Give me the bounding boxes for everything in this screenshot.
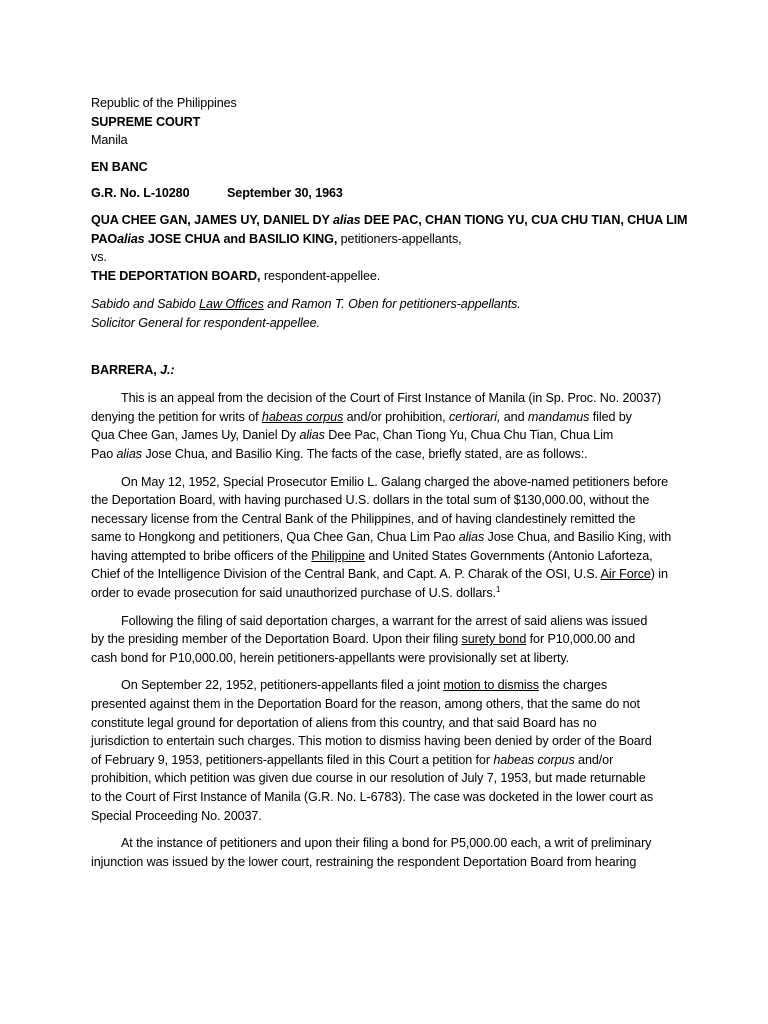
habeas-corpus-link[interactable]: habeas corpus [261, 409, 344, 424]
paragraph-line: injunction was issued by the lower court, restraining the respondent Deportation Board from hearing [91, 854, 637, 869]
paragraph-2 [91, 473, 698, 603]
law-offices-link[interactable]: Law Offices [199, 297, 264, 312]
text-run: and [500, 409, 528, 424]
text-run: Qua Chee Gan, James Uy, Daniel Dy [91, 428, 300, 443]
caption-text: DEE PAC, CHAN TIONG YU, CUA CHU TIAN, CHUA LIM [360, 212, 688, 227]
court-name: SUPREME COURT [91, 114, 201, 129]
alias-text: alias [117, 231, 145, 246]
caption-text: PAO [91, 231, 118, 246]
counsel-text: Sabido and Sabido [91, 297, 200, 312]
text-run: order to evade prosecution for said unauthorized purchase of U.S. dollars. [91, 586, 496, 601]
italic-term: mandamus [527, 409, 590, 424]
paragraph-line: to the Court of First Instance of Manila (G.R. No. L-6783). The case was docketed in the lower court as [91, 790, 654, 804]
counsel-line-1 [91, 295, 698, 314]
paragraph-line: necessary license from the Central Bank of the Philippines, and of having clandestinely remitted the [91, 511, 636, 526]
paragraph-line [91, 528, 698, 547]
division-label: EN BANC [91, 159, 148, 174]
paragraph-line: prohibition, which petition was given due course in our resolution of July 7, 1953, but made returnable [91, 771, 646, 786]
paragraph-line [91, 584, 698, 603]
paragraph-line: constitute legal ground for deportation of aliens from this country, and that said Board has no [91, 715, 597, 730]
paragraph-line: the Deportation Board, with having purchased U.S. dollars in the total sum of $130,000.00, without the [91, 493, 650, 508]
text-run: by the presiding member of the Deportation Board. Upon their filing [91, 632, 462, 647]
paragraph-line: presented against them in the Deportation Board for the reason, among others, that the same do not [91, 697, 640, 712]
country-line: Republic of the Philippines [91, 96, 237, 110]
text-run: for P10,000.00 and [526, 632, 635, 647]
counsel-text: and Ramon T. Oben for petitioners-appellants. [263, 297, 521, 312]
paragraph-line [91, 565, 698, 584]
text-run: Jose Chua, and Basilio King. The facts of the case, briefly stated, are as follows:. [141, 446, 588, 461]
text-run: filed by [589, 409, 632, 424]
party-role: respondent-appellee. [260, 268, 381, 283]
decision-date: September 30, 1963 [227, 186, 343, 201]
philippine-link[interactable]: Philippine [311, 548, 365, 563]
alias-text: alias [333, 212, 361, 227]
text-run: having attempted to bribe officers of the [91, 548, 312, 563]
italic-term: certiorari, [448, 409, 501, 424]
text-run: the charges [538, 678, 608, 693]
alias-text: alias [116, 446, 142, 461]
paragraph-line: On May 12, 1952, Special Prosecutor Emilio L. Galang charged the above-named petitioners before [121, 474, 669, 489]
text-run: and United States Governments (Antonio Laforteza, [364, 548, 653, 563]
text-run: Chief of the Intelligence Division of the Central Bank, and Capt. A. P. Charak of the OSI, U.S. [91, 567, 601, 582]
paragraph-line: Special Proceeding No. 20037. [91, 808, 262, 823]
paragraph-line: cash bond for P10,000.00, herein petitioners-appellants were provisionally set at liberty. [91, 650, 570, 665]
paragraph-line [91, 676, 698, 695]
alias-text: alias [458, 530, 485, 545]
counsel-line-2: Solicitor General for respondent-appellee. [91, 315, 320, 330]
respondent-line [91, 267, 698, 286]
text-run: same to Hongkong and petitioners, Qua Chee Gan, Chua Lim Pao [91, 530, 459, 545]
paragraph-5 [91, 834, 698, 871]
paragraph-line: Following the filing of said deportation charges, a warrant for the arrest of said aliens was issued [121, 613, 648, 628]
ponente-name: BARRERA, [91, 362, 161, 377]
text-run: Dee Pac, Chan Tiong Yu, Chua Chu Tian, Chua Lim [324, 428, 614, 443]
paragraph-line: jurisdiction to entertain such charges. This motion to dismiss having been denied by order of the Board [91, 734, 652, 749]
surety-bond-link[interactable]: surety bond [461, 632, 527, 647]
text-run: ) in [650, 567, 668, 582]
air-force-link[interactable]: Air Force [600, 567, 651, 582]
versus: vs. [91, 250, 107, 265]
paragraph-line: This is an appeal from the decision of the Court of First Instance of Manila (in Sp. Proc. No. 20037) [121, 391, 662, 406]
ponente [91, 361, 698, 380]
ponente-title: J.: [160, 362, 175, 377]
paragraph-3 [91, 612, 698, 668]
paragraph-line [91, 547, 698, 566]
party-role: petitioners-appellants, [337, 231, 462, 246]
paragraph-line [91, 445, 698, 464]
motion-to-dismiss-link[interactable]: motion to dismiss [443, 678, 539, 693]
text-run: Pao [91, 446, 117, 461]
text-run: On September 22, 1952, petitioners-appellants filed a joint [121, 678, 444, 693]
paragraph-4 [91, 676, 698, 825]
paragraph-line [91, 426, 698, 445]
paragraph-line [91, 630, 698, 649]
paragraph-line: At the instance of petitioners and upon their filing a bond for P5,000.00 each, a writ of preliminary [121, 836, 652, 851]
text-run: and/or prohibition, [343, 409, 449, 424]
caption-text: JOSE CHUA and BASILIO KING, [144, 231, 338, 246]
caption-text: QUA CHEE GAN, JAMES UY, DANIEL DY [91, 212, 333, 227]
caption-line-2 [91, 230, 698, 249]
text-run: denying the petition for writs of [91, 409, 262, 424]
italic-term: habeas corpus [493, 752, 575, 767]
respondent-name: THE DEPORTATION BOARD, [91, 268, 261, 283]
paragraph-line [91, 408, 698, 427]
text-run: and/or [574, 752, 614, 767]
paragraph-1 [91, 389, 698, 463]
footnote-marker[interactable]: 1 [495, 584, 501, 594]
text-run: of February 9, 1953, petitioners-appellants filed in this Court a petition for [91, 752, 494, 767]
paragraph-line [91, 751, 698, 770]
alias-text: alias [299, 428, 325, 443]
case-number-line [91, 184, 698, 203]
court-city: Manila [91, 133, 128, 148]
caption-line-1 [91, 211, 698, 230]
text-run: Jose Chua, and Basilio King, with [484, 530, 672, 545]
gr-number: G.R. No. L-10280 [91, 186, 190, 201]
